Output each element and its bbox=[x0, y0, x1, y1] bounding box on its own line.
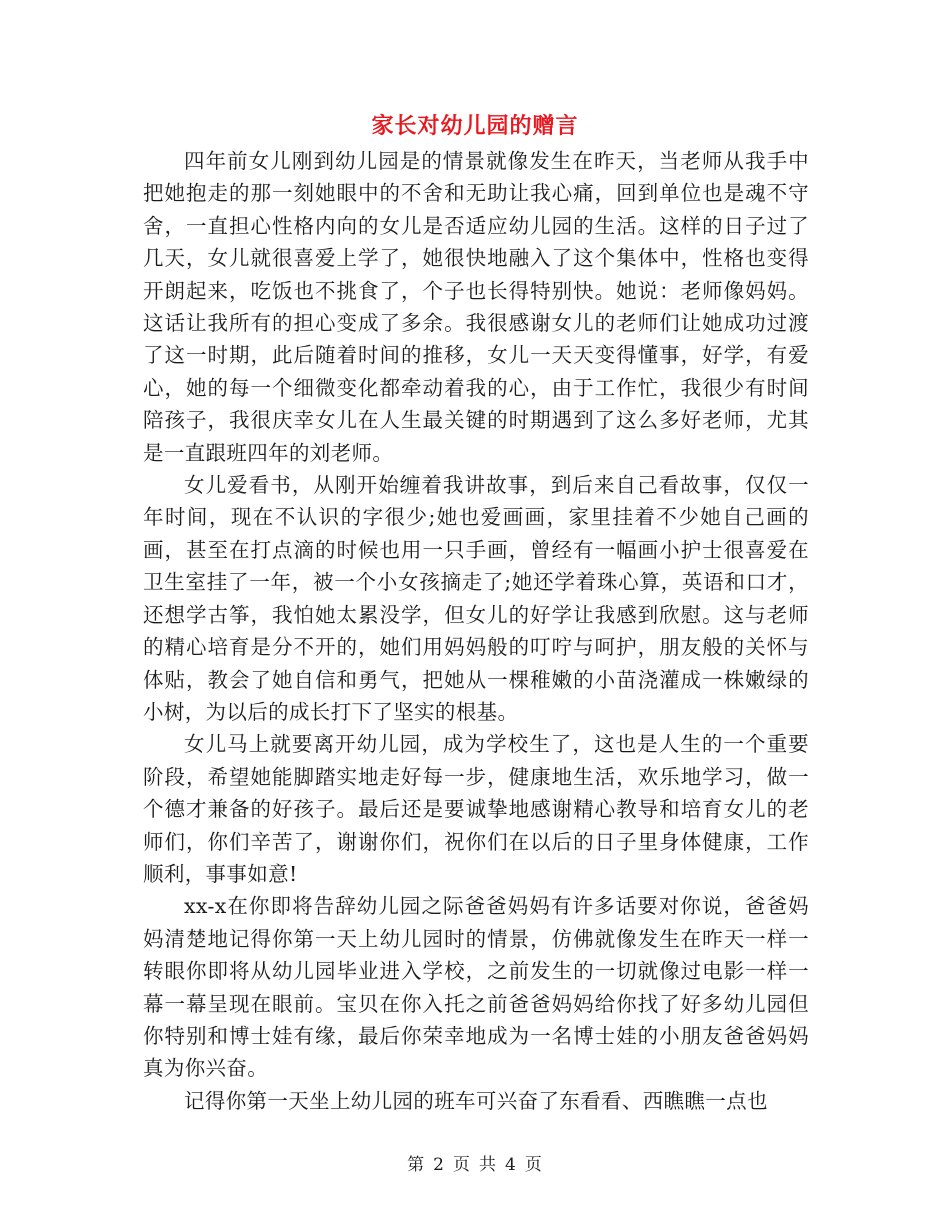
page-footer bbox=[0, 1153, 950, 1177]
paragraph-5: 记得你第一天坐上幼儿园的班车可兴奋了东看看、西瞧瞧一点也 bbox=[184, 1088, 768, 1113]
page-label-prefix: 第 bbox=[407, 1155, 426, 1175]
paragraph-1: 四年前女儿刚到幼儿园是的情景就像发生在昨天，当老师从我手中把她抱走的那一刻她眼中的不舍和无助让我心痛，回到单位也是魂不守舍，一直担心性格内向的女儿是否适应幼儿园的生活。这样的日子过了几天，女儿就很喜爱上学了，她很快地融入了这个集体中，性格也变得开朗起来，吃饭也不挑食了，个子也长得特别快。她说：老师像妈妈。这话让我所有的担心变成了多余。我很感谢女儿的老师们让她成功过渡了这一时期，此后随着时间的推移，女儿一天天变得懂事，好学，有爱心，她的每一个细微变化都牵动着我的心，由于工作忙，我很少有时间陪孩子，我很庆幸女儿在人生最关键的时期遇到了这么多好老师，尤其是一直跟班四年的刘老师。 bbox=[143, 149, 809, 465]
document-title: 家长对幼儿园的赠言 bbox=[371, 113, 579, 139]
paragraph-2: 女儿爱看书，从刚开始缠着我讲故事，到后来自己看故事，仅仅一年时间，现在不认识的字很少;她也爱画画，家里挂着不少她自己画的画，甚至在打点滴的时候也用一只手画，曾经有一幅画小护士很喜爱在卫生室挂了一年，被一个小女孩摘走了;她还学着珠心算，英语和口才，还想学古筝，我怕她太累没学，但女儿的好学让我感到欣慰。这与老师的精心培育是分不开的，她们用妈妈般的叮咛与呵护，朋友般的关怀与体贴，教会了她自信和勇气，把她从一棵稚嫩的小苗浇灌成一株嫩绿的小树，为以后的成长打下了坚实的根基。 bbox=[143, 473, 809, 724]
total-label-suffix: 页 bbox=[524, 1155, 543, 1175]
page-label-mid: 页 bbox=[453, 1155, 471, 1175]
paragraph-4: xx-x在你即将告辞幼儿园之际爸爸妈妈有许多话要对你说，爸爸妈妈清楚地记得你第一天上幼儿园时的情景，仿佛就像发生在昨天一样一转眼你即将从幼儿园毕业进入学校，之前发生的一切就像过电影一样一幕一幕呈现在眼前。宝贝在你入托之前爸爸妈妈给你找了好多幼儿园但你特别和博士娃有缘，最后你荣幸地成为一名博士娃的小朋友爸爸妈妈真为你兴奋。 bbox=[143, 894, 809, 1081]
total-pages-number: 4 bbox=[505, 1155, 517, 1175]
paragraph-3: 女儿马上就要离开幼儿园，成为学校生了，这也是人生的一个重要阶段，希望她能脚踏实地走好每一步，健康地生活，欢乐地学习，做一个德才兼备的好孩子。最后还是要诚挚地感谢精心教导和培育女儿的老师们，你们辛苦了，谢谢你们，祝你们在以后的日子里身体健康，工作顺利，事事如意! bbox=[143, 732, 809, 886]
total-label-prefix: 共 bbox=[479, 1155, 497, 1175]
current-page-number: 2 bbox=[433, 1155, 445, 1175]
document-body bbox=[143, 145, 809, 1117]
